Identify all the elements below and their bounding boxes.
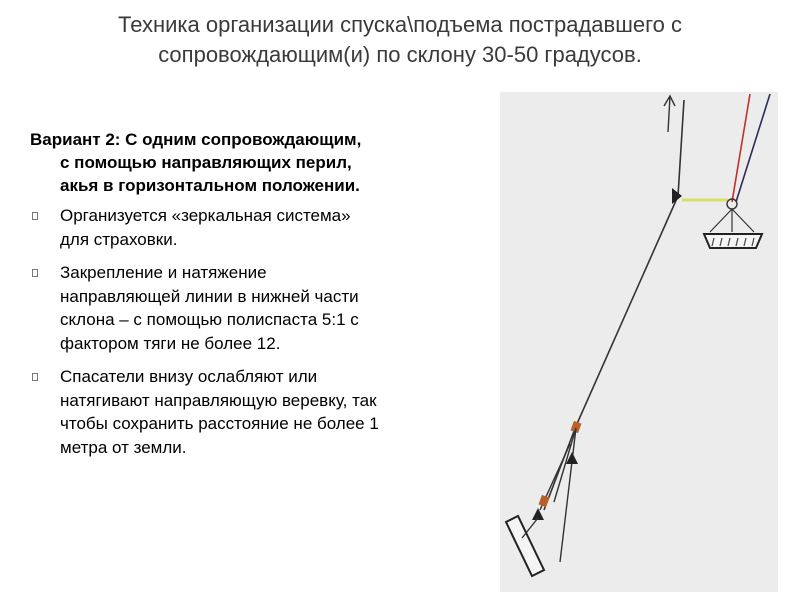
slide-title-line-2: сопровождающим(и) по склону 30-50 градусов. xyxy=(158,42,642,67)
bullet-square-icon xyxy=(32,373,38,381)
bullet-line: натягивают направляющую веревку, так xyxy=(60,390,377,410)
slide-title-line-1: Техника организации спуска\подъема пострадавшего с xyxy=(118,12,682,37)
variant-heading-line-3: акья в горизонтальном положении. xyxy=(60,176,360,195)
variant-heading-line-2: с помощью направляющих перил, xyxy=(60,153,352,172)
bullet-line: фактором тяги не более 12. xyxy=(60,333,281,353)
bullet-line: Закрепление и натяжение xyxy=(60,263,267,282)
slide-content xyxy=(30,128,460,469)
bullet-line: для страховки. xyxy=(60,229,178,249)
rescue-rope-system-drawing-icon xyxy=(500,92,778,592)
bullet-square-icon xyxy=(32,212,38,220)
bullet-item-tensioning xyxy=(30,261,460,355)
bullet-line: склона – с помощью полиспаста 5:1 с xyxy=(60,310,359,329)
variant-heading-line-1: Вариант 2: С одним сопровождающим, xyxy=(30,130,362,149)
slide-title xyxy=(20,10,780,70)
bullet-line: чтобы сохранить расстояние не более 1 xyxy=(60,414,379,433)
variant-heading xyxy=(30,128,460,197)
bullet-item-rescuers-below xyxy=(30,365,460,459)
bullet-square-icon xyxy=(32,269,38,277)
bullet-line: Организуется «зеркальная система» xyxy=(60,206,351,225)
bullet-line: Спасатели внизу ослабляют или xyxy=(60,367,318,386)
bullet-line: метра от земли. xyxy=(60,437,187,457)
bullet-line: направляющей линии в нижней части xyxy=(60,286,359,306)
bullet-list xyxy=(30,204,460,459)
bullet-item-mirror-system xyxy=(30,204,460,251)
